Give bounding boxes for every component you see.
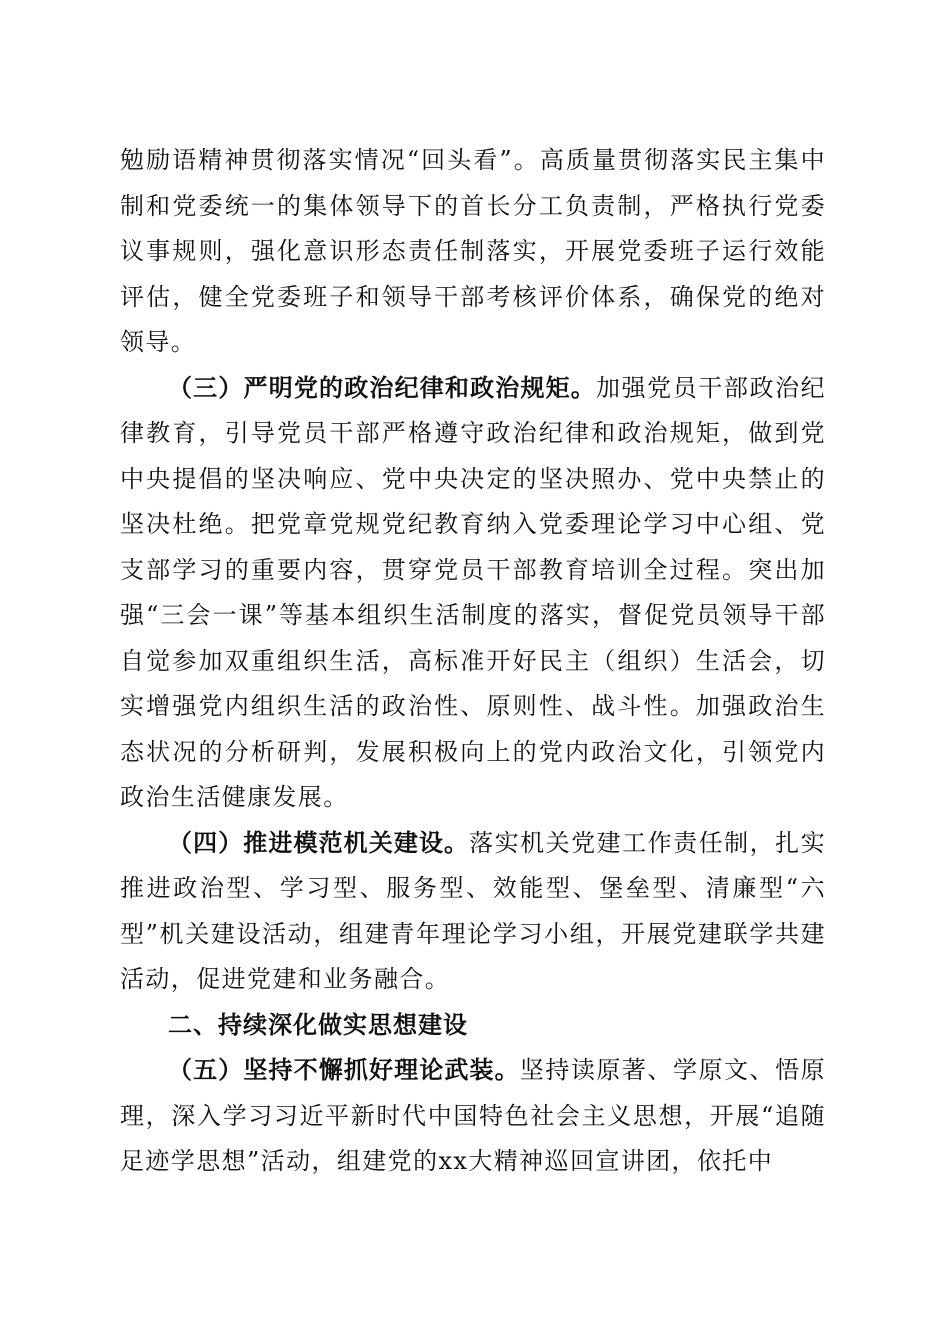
section-5-lead: （五）坚持不懈抓好理论武装。: [168, 1056, 520, 1084]
section-4-lead: （四）推进模范机关建设。: [168, 828, 470, 857]
section-3-body: 加强党员干部政治纪律教育，引导党员干部严格遵守政治纪律和政治规矩，做到党中央提倡的坚决响应、党中央决定的坚决照办、党中央禁止的坚决杜绝。把党章党规党纪教育纳入党委理论学习中心组、党支部学习的重要内容，贯穿党员干部教育培训全过程。突出加强“三会一课”等基本组织生活制度的落实，督促党员领导干部自觉参加双重组织生活，高标准开好民主（组织）生活会，切实增强党内组织生活的政治性、原则性、战斗性。加强政治生态状况的分析研判，发展积极向上的党内政治文化，引领党内政治生活健康发展。: [120, 373, 826, 811]
section-4-body: 落实机关党建工作责任制，扎实推进政治型、学习型、服务型、效能型、堡垒型、清廉型“六型”机关建设活动，组建青年理论学习小组，开展党建联学共建活动，促进党建和业务融合。: [120, 828, 826, 993]
section-5-body: 坚持读原著、学原文、悟原理，深入学习习近平新时代中国特色社会主义思想，开展“追随足迹学思想”活动，组建党的xx大精神巡回宣讲团，依托中: [120, 1056, 826, 1175]
section-3-lead: （三）严明党的政治纪律和政治规矩。: [168, 373, 596, 402]
document-body: [120, 138, 826, 1185]
paragraph-continuation: [120, 138, 826, 366]
paragraph-section-5: [120, 1048, 826, 1185]
paragraph-section-3: [120, 366, 826, 821]
paragraph-text: 勉励语精神贯彻落实情况“回头看”。高质量贯彻落实民主集中制和党委统一的集体领导下的首长分工负责制，严格执行党委议事规则，强化意识形态责任制落实，开展党委班子运行效能评估，健全党委班子和领导干部考核评价体系，确保党的绝对领导。: [120, 146, 826, 356]
heading-part-2: 二、持续深化做实思想建设: [168, 1010, 468, 1039]
paragraph-section-4: [120, 821, 826, 1003]
